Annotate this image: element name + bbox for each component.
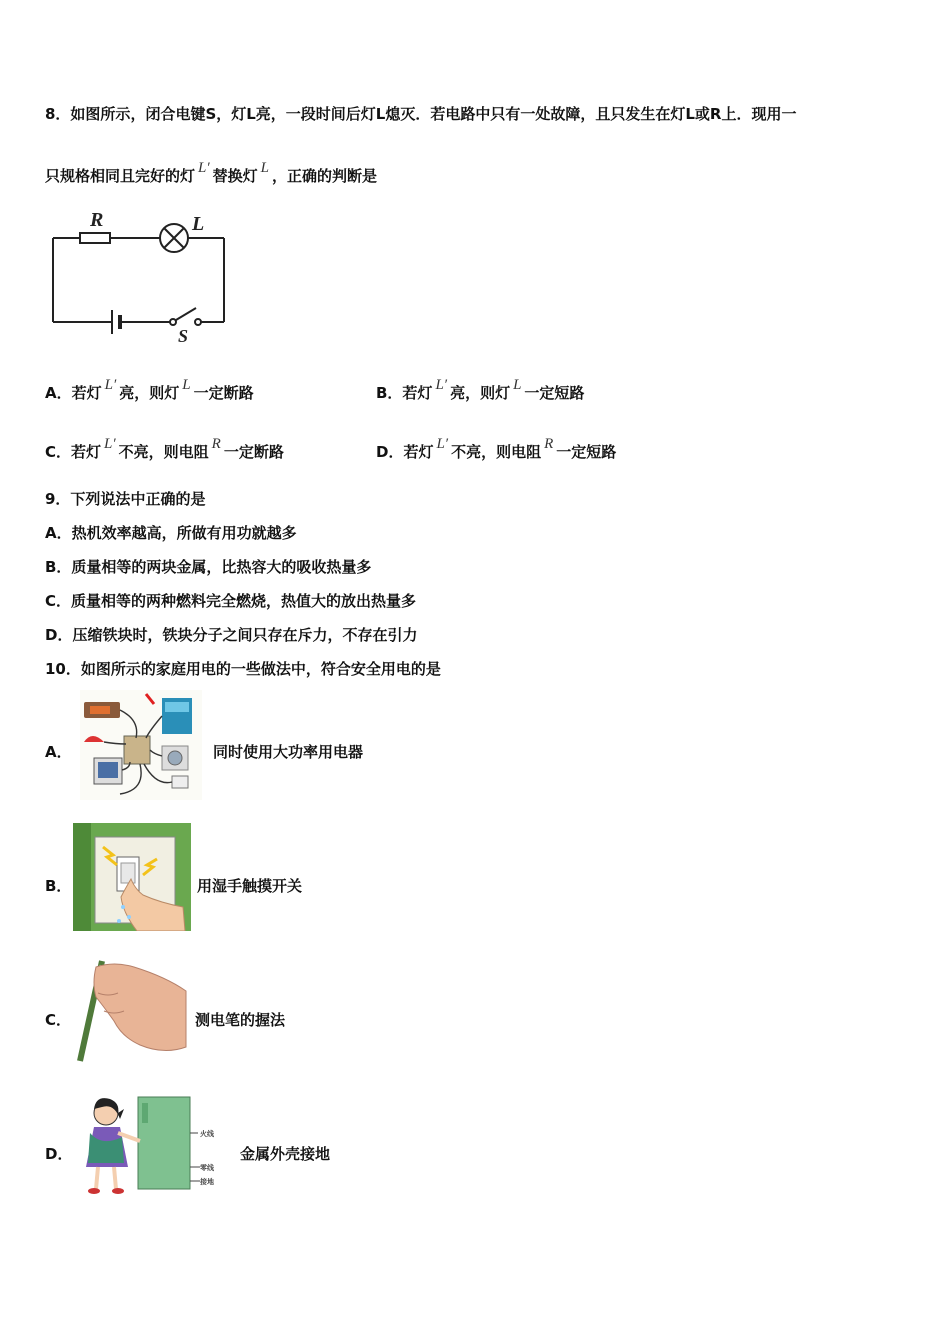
opt-b-prefix: B．若灯 [376, 384, 433, 402]
q10-stem: 10．如图所示的家庭用电的一些做法中，符合安全用电的是 [45, 660, 441, 678]
q8-text-a: 只规格相同且完好的灯 [45, 167, 196, 185]
q8-option-b[interactable] [376, 377, 585, 403]
switch-label: S [178, 326, 189, 346]
opt-b-v1: L′ [435, 377, 448, 393]
test-pen-grip-picture [74, 957, 188, 1065]
opt-b-mid: 亮，则灯 [450, 384, 511, 402]
opt-c-v2: R [211, 436, 221, 452]
opt-d-suffix: 一定短路 [556, 443, 617, 461]
q8-text-b: 替换灯 [212, 167, 258, 185]
opt-b-suffix: 一定短路 [524, 384, 585, 402]
q9-stem: 9．下列说法中正确的是 [45, 490, 206, 508]
opt-a-mid: 亮，则灯 [119, 384, 180, 402]
appliances-picture [80, 690, 202, 800]
opt-a-v1: L′ [104, 377, 117, 393]
var-l-prime: L′ [198, 160, 210, 176]
opt-b-v2: L [513, 377, 522, 393]
opt-c-prefix: C．若灯 [45, 443, 102, 461]
neutral-wire-label: 零线 [200, 1164, 214, 1172]
q10-option-c-text: 测电笔的握法 [195, 1011, 286, 1029]
q10-option-d-label[interactable]: D． [45, 1145, 73, 1163]
opt-d-prefix: D．若灯 [376, 443, 434, 461]
q10-option-a-label[interactable]: A． [45, 743, 72, 761]
opt-a-v2: L [182, 377, 191, 393]
circuit-diagram [40, 200, 250, 350]
q9-option-d[interactable]: D．压缩铁块时，铁块分子之间只存在斥力，不存在引力 [45, 626, 418, 644]
resistor-label: R [90, 209, 104, 231]
opt-a-suffix: 一定断路 [193, 384, 254, 402]
q8-option-c[interactable] [45, 436, 284, 462]
q8-stem-line2 [45, 160, 378, 186]
q9-option-b[interactable]: B．质量相等的两块金属，比热容大的吸收热量多 [45, 558, 372, 576]
opt-c-v1: L′ [104, 436, 116, 452]
lamp-label: L [192, 213, 205, 235]
live-wire-label: 火线 [200, 1130, 214, 1138]
q9-option-a[interactable]: A．热机效率越高，所做有用功就越多 [45, 524, 297, 542]
q10-option-d-text: 金属外壳接地 [240, 1145, 331, 1163]
q9-option-c[interactable]: C．质量相等的两种燃料完全燃烧，热值大的放出热量多 [45, 592, 417, 610]
opt-c-suffix: 一定断路 [223, 443, 284, 461]
ground-wire-label: 接地 [200, 1178, 214, 1186]
q8-option-d[interactable] [376, 436, 617, 462]
grounded-appliance-picture [80, 1093, 232, 1199]
opt-c-mid: 不亮，则电阻 [118, 443, 209, 461]
q8-stem-line1: 8．如图所示，闭合电键S，灯L亮，一段时间后灯L熄灭．若电路中只有一处故障，且只发生在灯L或R上．现用一 [45, 105, 797, 123]
q10-option-a-text: 同时使用大功率用电器 [213, 743, 364, 761]
var-l: L [260, 160, 269, 176]
q8-option-a[interactable] [45, 377, 254, 403]
opt-d-mid: 不亮，则电阻 [451, 443, 542, 461]
opt-d-v2: R [544, 436, 554, 452]
opt-a-prefix: A．若灯 [45, 384, 102, 402]
q10-option-b-text: 用湿手触摸开关 [197, 877, 303, 895]
q8-text-c: ，正确的判断是 [272, 167, 378, 185]
q10-option-c-label[interactable]: C． [45, 1011, 72, 1029]
opt-d-v1: L′ [436, 436, 449, 452]
wet-hand-switch-picture [73, 823, 191, 931]
q10-option-b-label[interactable]: B． [45, 877, 72, 895]
